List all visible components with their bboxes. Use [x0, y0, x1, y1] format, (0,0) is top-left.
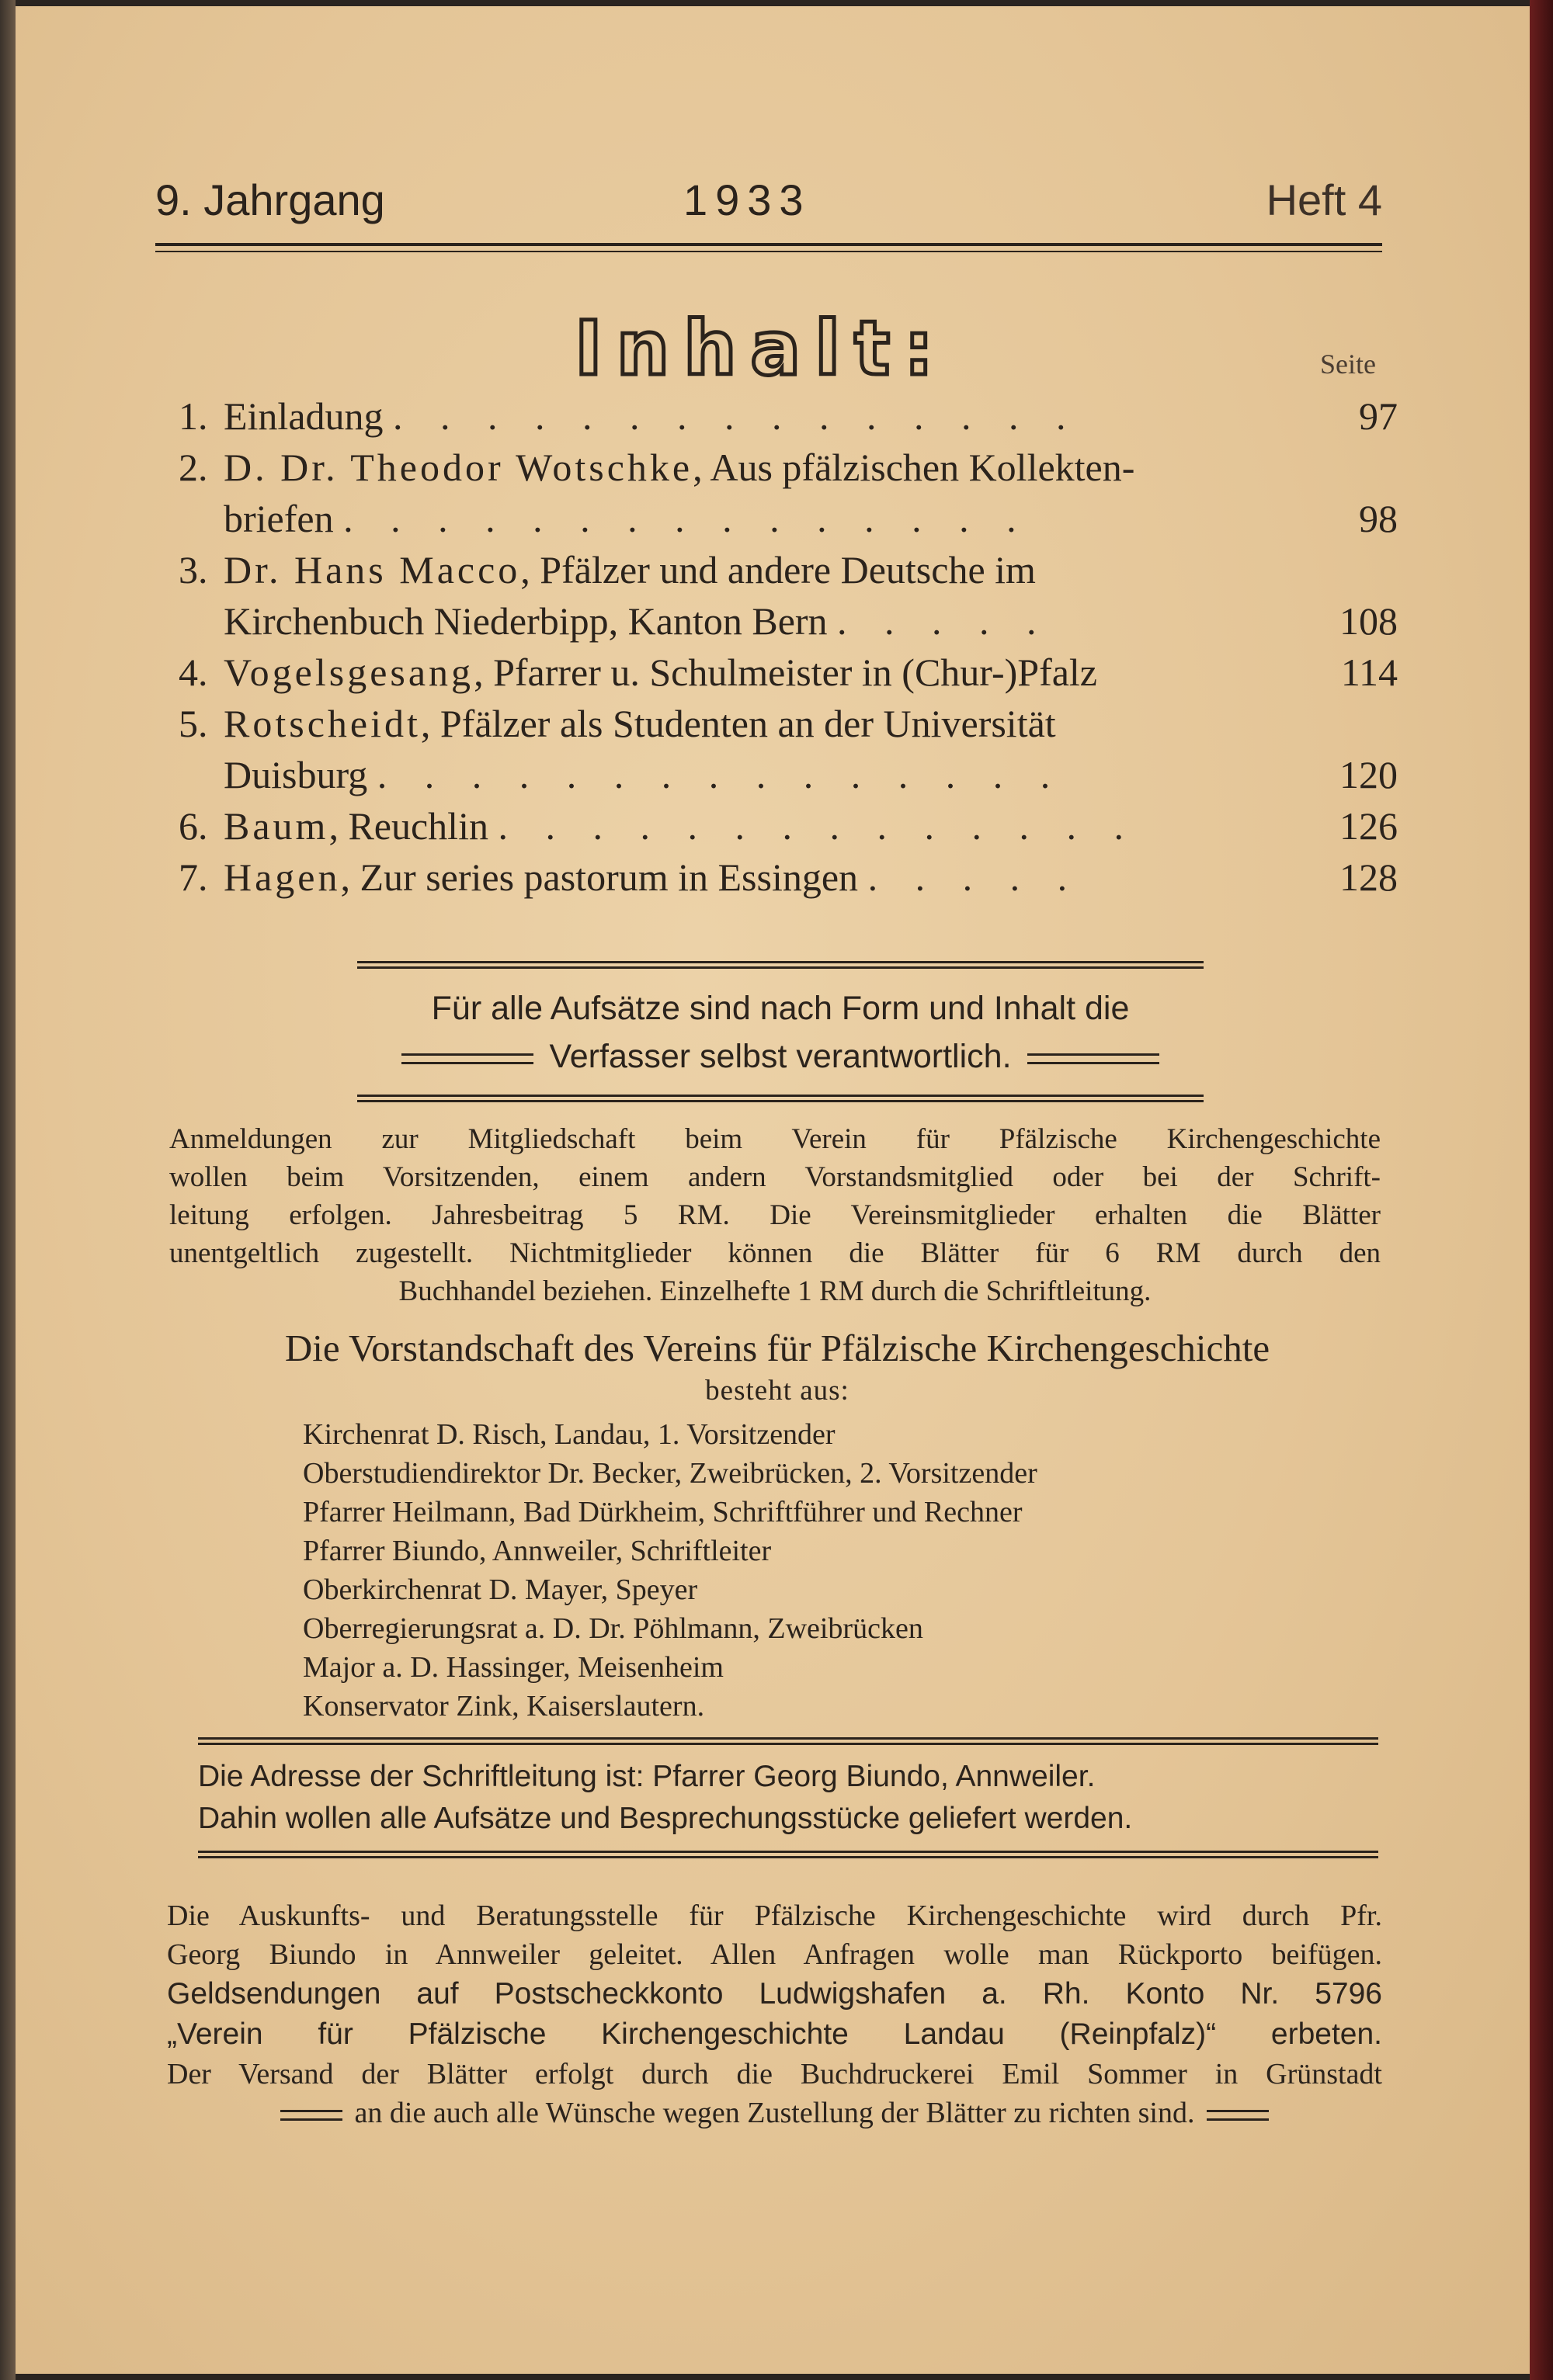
leader-dots: . . . . . — [867, 855, 1082, 899]
leader-dots: . . . . . . . . . . . . . . . — [343, 497, 1030, 540]
toc-entry-title-cont: Kirchenbuch Niederbipp, Kanton Bern — [224, 599, 828, 643]
toc-entry-author: Rotscheidt — [224, 702, 421, 745]
divider — [280, 2110, 342, 2121]
toc-entry — [179, 390, 1398, 442]
board-member: Oberkirchenrat D. Mayer, Speyer — [303, 1573, 698, 1606]
page-column-label: Seite — [1320, 349, 1376, 380]
board-member: Kirchenrat D. Risch, Landau, 1. Vorsitzender — [303, 1418, 836, 1451]
paragraph-line: Der Versand der Blätter erfolgt durch die Buchdruckerei Emil Sommer in Grünstadt — [167, 2058, 1382, 2090]
toc-entry — [179, 544, 1398, 647]
paragraph-line: wollen beim Vorsitzenden, einem andern Vorstandsmitglied oder bei der Schrift- — [169, 1161, 1381, 1193]
toc-entry-title: , Zur series pastorum in Essingen — [340, 855, 859, 899]
toc-entry-author: D. Dr. Theodor Wotschke — [224, 446, 693, 489]
divider — [198, 1737, 1378, 1745]
toc-entry-number: 6. — [179, 804, 208, 848]
divider — [357, 1095, 1204, 1102]
paragraph-line: Georg Biundo in Annweiler geleitet. Allen Anfragen wolle man Rückporto beifügen. — [167, 1938, 1382, 1971]
page-header — [155, 175, 1382, 237]
toc-entry-title: , Pfälzer und andere Deutsche im — [520, 548, 1036, 592]
board-member: Major a. D. Hassinger, Meisenheim — [303, 1651, 724, 1684]
toc-title: Inhalt: — [575, 305, 948, 392]
book-spine-edge — [0, 0, 16, 2380]
toc-entry-number: 3. — [179, 548, 208, 592]
board-member: Oberstudiendirektor Dr. Becker, Zweibrücken, 2. Vorsitzender — [303, 1457, 1037, 1490]
toc-entry-page: 98 — [1359, 497, 1398, 540]
toc-entry — [179, 698, 1398, 800]
toc-entry-page: 128 — [1339, 855, 1398, 899]
year-label: 1933 — [683, 175, 811, 224]
notice-line-2 — [357, 1032, 1204, 1081]
toc-entry-number: 5. — [179, 702, 208, 745]
toc-entry-number: 2. — [179, 446, 208, 489]
volume-label: 9. Jahrgang — [155, 175, 385, 224]
board-heading: Die Vorstandschaft des Vereins für Pfälzische Kirchengeschichte — [284, 1327, 1270, 1369]
toc-entry — [179, 442, 1398, 544]
editor-address-box — [198, 1737, 1378, 1858]
toc-entry-author: Dr. Hans Macco — [224, 548, 521, 592]
board-member: Pfarrer Heilmann, Bad Dürkheim, Schriftführer und Rechner — [303, 1496, 1023, 1528]
board-subheading: besteht aus: — [705, 1375, 849, 1407]
notice-line-1: Für alle Aufsätze sind nach Form und Inhalt die — [431, 990, 1130, 1027]
header-rule — [155, 243, 1382, 252]
address-line-1: Die Adresse der Schriftleitung ist: Pfarrer Georg Biundo, Annweiler. — [198, 1760, 1096, 1793]
leader-dots: . . . . . . . . . . . . . . — [498, 804, 1138, 848]
book-cover-edge — [1530, 0, 1553, 2380]
toc-entry-title-cont: Duisburg — [224, 753, 368, 796]
toc-entry — [179, 800, 1398, 852]
board-member: Konservator Zink, Kaiserslautern. — [303, 1690, 705, 1723]
issue-label: Heft 4 — [1266, 175, 1382, 224]
toc-entry-page: 126 — [1339, 804, 1398, 848]
paragraph-line — [167, 2094, 1382, 2132]
leader-dots: . . . . . — [837, 599, 1051, 643]
toc-entry-page: 97 — [1359, 394, 1398, 438]
toc-entry-number: 7. — [179, 855, 208, 899]
info-paragraph — [167, 1896, 1382, 2132]
toc-entry-title-cont: briefen — [224, 497, 334, 540]
paragraph-line: unentgeltlich zugestellt. Nichtmitglieder können die Blätter für 6 RM durch den — [169, 1237, 1381, 1269]
toc-entry-author: Hagen — [224, 855, 341, 899]
paragraph-line: Anmeldungen zur Mitgliedschaft beim Verein für Pfälzische Kirchengeschichte — [169, 1123, 1381, 1155]
toc-entry — [179, 852, 1398, 903]
toc-entry-title: , Pfälzer als Studenten an der Universität — [420, 702, 1056, 745]
authors-notice — [357, 961, 1204, 1102]
membership-paragraph — [169, 1120, 1381, 1310]
divider — [401, 1053, 533, 1064]
toc-entry-page: 114 — [1340, 651, 1398, 694]
toc-entry-number: 4. — [179, 651, 208, 694]
board-member: Oberregierungsrat a. D. Dr. Pöhlmann, Zweibrücken — [303, 1612, 923, 1645]
toc-entry-number: 1. — [179, 394, 208, 438]
toc-entry — [179, 647, 1398, 698]
board-member-list — [303, 1415, 1235, 1726]
toc-entry-title: , Aus pfälzischen Kollekten- — [693, 446, 1135, 489]
toc-entry-title: , Pfarrer u. Schulmeister in (Chur-)Pfalz — [474, 651, 1097, 694]
leader-dots: . . . . . . . . . . . . . . . — [377, 753, 1065, 796]
toc-entry-author: Vogelsgesang — [224, 651, 474, 694]
address-line-2: Dahin wollen alle Aufsätze und Besprechungsstücke geliefert werden. — [198, 1802, 1133, 1835]
toc-entry-page: 108 — [1339, 599, 1398, 643]
toc-entry-title: Einladung — [224, 394, 384, 438]
paragraph-line: Geldsendungen auf Postscheckkonto Ludwigshafen a. Rh. Konto Nr. 5796 — [167, 1977, 1382, 2011]
divider — [1207, 2110, 1269, 2121]
paragraph-line: leitung erfolgen. Jahresbeitrag 5 RM. Die Vereinsmitglieder erhalten die Blätter — [169, 1199, 1381, 1231]
leader-dots: . . . . . . . . . . . . . . . — [393, 394, 1080, 438]
paragraph-line: Die Auskunfts- und Beratungsstelle für Pfälzische Kirchengeschichte wird durch Pfr. — [167, 1899, 1382, 1932]
divider — [357, 961, 1204, 969]
notice-line-2-text: Verfasser selbst verantwortlich. — [549, 1038, 1012, 1075]
paragraph-line-text: an die auch alle Wünsche wegen Zustellung der Blätter zu richten sind. — [354, 2097, 1195, 2129]
paragraph-line: Buchhandel beziehen. Einzelhefte 1 RM durch die Schriftleitung. — [398, 1275, 1152, 1307]
journal-page — [16, 6, 1530, 2374]
toc-entry-author: Baum — [224, 804, 329, 848]
toc-entry-page: 120 — [1339, 753, 1398, 796]
divider — [1027, 1053, 1159, 1064]
board-member: Pfarrer Biundo, Annweiler, Schriftleiter — [303, 1535, 772, 1567]
table-of-contents — [179, 390, 1398, 903]
paragraph-line: „Verein für Pfälzische Kirchengeschichte Landau (Reinpfalz)“ erbeten. — [167, 2017, 1382, 2051]
toc-entry-title: , Reuchlin — [328, 804, 488, 848]
divider — [198, 1851, 1378, 1858]
